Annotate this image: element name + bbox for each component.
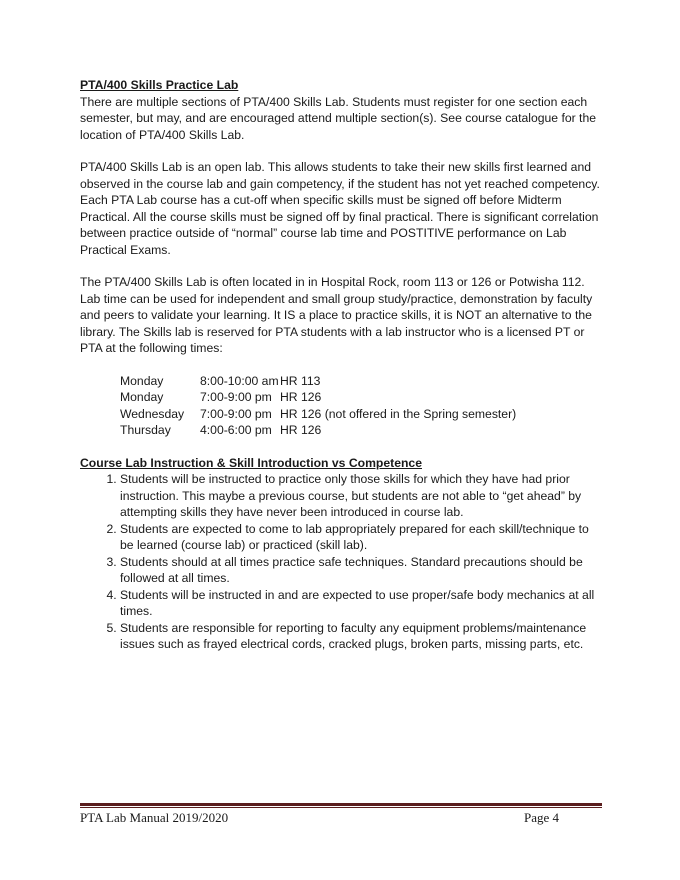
schedule-row (120, 389, 516, 406)
schedule-day: Monday (120, 373, 164, 388)
schedule-row (120, 422, 516, 439)
page-number: Page 4 (523, 810, 559, 825)
list-item: 3. Students should at all times practice safe techniques. Standard precautions should be followed at all times. (120, 554, 602, 587)
footer-title: PTA Lab Manual 2019/2020 (80, 810, 229, 825)
list-item: 1. Students will be instructed to practice only those skills for which they have had prior instruction. This maybe a previous course, but students are not able to “get ahead” by attempting skills they have never been introduced in course lab. (120, 471, 602, 521)
footer-divider-thick (80, 803, 602, 806)
footer-divider-thin (80, 807, 602, 808)
schedule-room: HR 126 (not offered in the Spring semester) (280, 406, 517, 421)
schedule-room: HR 126 (280, 423, 322, 437)
schedule-time: 7:00-9:00 pm (200, 390, 272, 404)
page-content (80, 77, 602, 653)
schedule-row (120, 373, 516, 390)
section-heading-skills-lab: PTA/400 Skills Practice Lab (80, 78, 239, 92)
schedule-day: Thursday (120, 423, 171, 437)
paragraph-sections: There are multiple sections of PTA/400 Skills Lab. Students must register for one section each semester, but may, and are encouraged attend multiple section(s). See course catalogue for the location of PTA/400 Skills Lab. (80, 94, 597, 142)
schedule-room: HR 126 (280, 390, 322, 404)
list-item: 5. Students are responsible for reporting to faculty any equipment problems/maintenance issues such as frayed electrical cords, cracked plugs, broken parts, missing parts, etc. (120, 620, 602, 653)
list-item: 2. Students are expected to come to lab appropriately prepared for each skill/technique to be learned (course lab) or practiced (skill lab). (120, 521, 602, 554)
schedule-day: Wednesday (120, 406, 185, 421)
schedule-day: Monday (120, 390, 164, 404)
schedule-room: HR 113 (280, 373, 321, 388)
schedule-row (120, 406, 516, 423)
section-heading-course-lab: Course Lab Instruction & Skill Introduction vs Competence (80, 455, 422, 470)
schedule-time: 8:00-10:00 am (200, 373, 279, 388)
rules-list (80, 471, 602, 653)
list-item: 4. Students will be instructed in and are expected to use proper/safe body mechanics at all times. (120, 587, 602, 620)
schedule-time: 4:00-6:00 pm (200, 423, 272, 437)
schedule-time: 7:00-9:00 pm (200, 406, 272, 421)
paragraph-open-lab: PTA/400 Skills Lab is an open lab. This allows students to take their new skills first learned and observed in the course lab and gain competency, if the student has not yet reached competency. Each PTA Lab course has a cut-off when specific skills must be signed off before Midterm Practical. All the course skills must be signed off by final practical. There is significant correlation between practice outside of “normal” course lab time and POSTITIVE performance on Lab Practical Exams. (80, 160, 600, 257)
paragraph-location: The PTA/400 Skills Lab is often located in in Hospital Rock, room 113 or 126 or Potwisha 112. Lab time can be used for independent and small group study/practice, demonstration by faculty and peers to validate your learning. It IS a place to practice skills, it is NOT an alternative to the library. The Skills lab is reserved for PTA students with a lab instructor who is a licensed PT or PTA at the following times: (80, 275, 593, 355)
lab-schedule (120, 373, 516, 439)
